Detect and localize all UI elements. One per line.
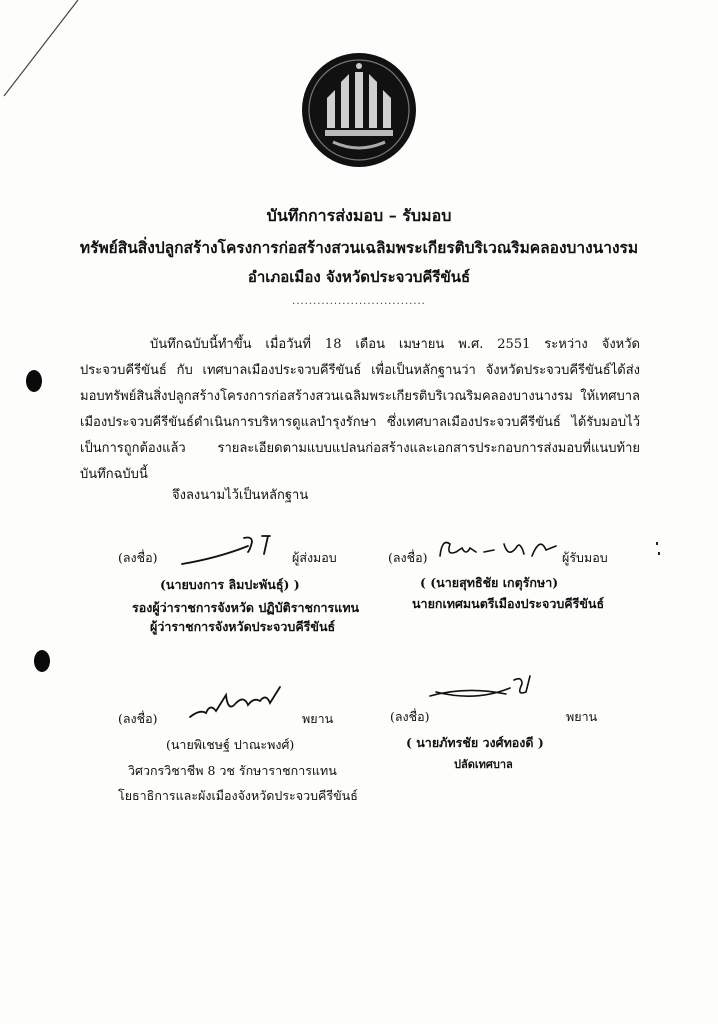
receiver-signature bbox=[436, 534, 562, 564]
sign-prefix: (ลงชื่อ) bbox=[118, 711, 158, 726]
witness2-signature bbox=[426, 672, 546, 712]
punch-hole-bottom bbox=[34, 650, 50, 672]
witness2-position: ปลัดเทศบาล bbox=[454, 758, 513, 771]
witness1-position-2: โยธาธิการและผังเมืองจังหวัดประจวบคีรีขันธ์ bbox=[118, 788, 358, 803]
witness2-role: พยาน bbox=[566, 709, 598, 724]
deliverer-name: (นายบงการ ลิมปะพันธุ์) ) bbox=[160, 577, 300, 592]
deliverer-role: ผู้ส่งมอบ bbox=[292, 550, 337, 565]
witness2-name: ( นายภัทรชัย วงศ์ทองดี ) bbox=[406, 735, 544, 750]
sign-prefix: (ลงชื่อ) bbox=[118, 550, 158, 565]
main-paragraph: บันทึกฉบับนี้ทำขึ้น เมื่อวันที่ 18 เดือน เมษายน พ.ศ. 2551 ระหว่าง จังหวัดประจวบคีรีขันธ์ กับ เทศบาลเมืองประจวบคีรีขันธ์ เพื่อเป็นหลักฐานว่า จังหวัดประจวบคีรีขันธ์ได้ส่งมอบทรัพย์สินสิ่งปลูกสร้างโครงการก่อสร้างสวนเฉลิมพระเกียรติบริเวณริมคลองบางนางรม ให้เทศบาลเมืองประจวบคีรีขันธ์ดำเนินการบริหารดูแลบำรุงรักษา ซึ่งเทศบาลเมืองประจวบคีรีขันธ์ ได้รับมอบไว้เป็นการถูกต้องแล้ว รายละเอียดตามแบบแปลนก่อสร้างและเอกสารประกอบการส่งมอบที่แนบท้ายบันทึกฉบับนี้ bbox=[80, 337, 640, 482]
speck-mark bbox=[658, 552, 660, 555]
witness1-signature bbox=[186, 683, 286, 723]
receiver-role: ผู้รับมอบ bbox=[562, 550, 608, 565]
receiver-name: ( (นายสุทธิชัย เกตุรักษา) bbox=[420, 575, 559, 590]
receiver-position: นายกเทศมนตรีเมืองประจวบคีรีขันธ์ bbox=[412, 596, 605, 611]
deliverer-position-2: ผู้ว่าราชการจังหวัดประจวบคีรีขันธ์ bbox=[150, 619, 336, 634]
document-title: บันทึกการส่งมอบ – รับมอบ bbox=[266, 206, 452, 225]
punch-hole-top bbox=[26, 370, 42, 392]
deliverer-signature bbox=[178, 528, 298, 568]
witness1-role: พยาน bbox=[302, 711, 334, 726]
witness1-position: วิศวกรวิชาชีพ 8 วช รักษาราชการแทน bbox=[128, 763, 337, 778]
garuda-seal-emblem bbox=[299, 50, 419, 170]
sign-prefix: (ลงชื่อ) bbox=[388, 550, 428, 565]
closing-statement: จึงลงนามไว้เป็นหลักฐาน bbox=[172, 488, 309, 503]
witness1-name: (นายพิเชษฐ์ ปาณะพงศ์) bbox=[166, 737, 295, 752]
sign-prefix: (ลงชื่อ) bbox=[390, 709, 430, 724]
title-separator: ................................ bbox=[292, 296, 426, 307]
document-subtitle: ทรัพย์สินสิ่งปลูกสร้างโครงการก่อสร้างสวนเฉลิมพระเกียรติบริเวณริมคลองบางนางรม bbox=[79, 238, 639, 257]
speck-mark bbox=[656, 542, 658, 545]
document-location: อำเภอเมือง จังหวัดประจวบคีรีขันธ์ bbox=[247, 268, 471, 286]
deliverer-position: รองผู้ว่าราชการจังหวัด ปฏิบัติราชการแทน bbox=[132, 600, 360, 615]
